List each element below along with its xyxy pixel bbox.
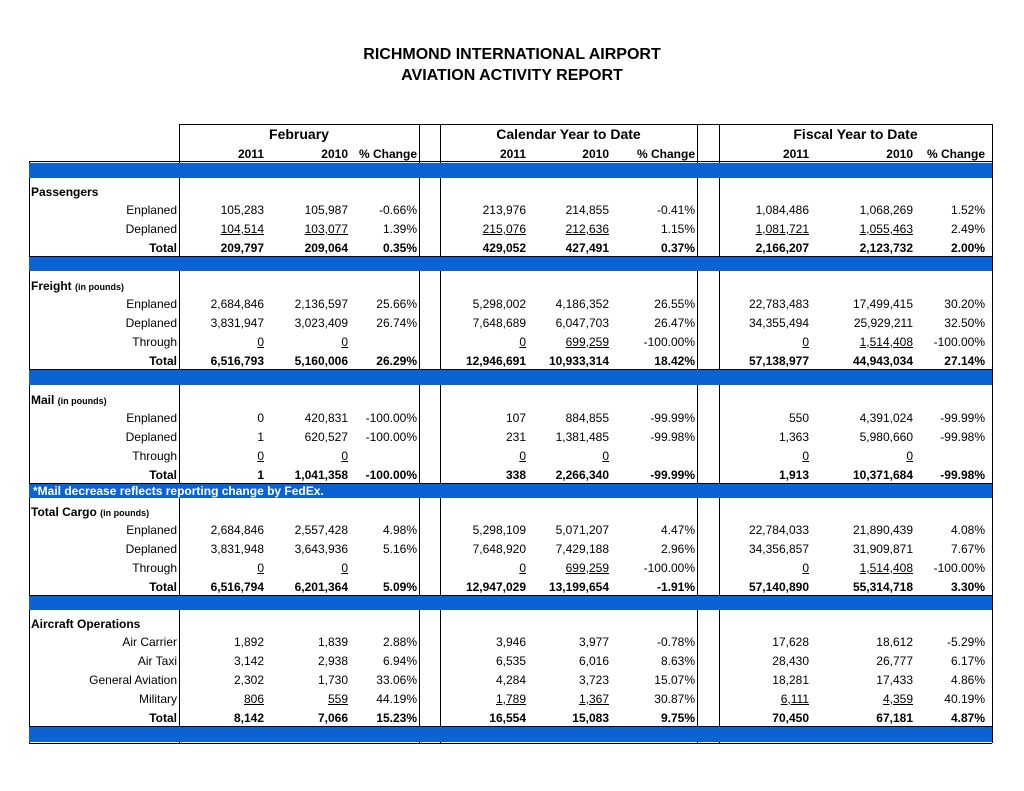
section-title: Freight (in pounds): [31, 279, 124, 293]
section-unit: (in pounds): [57, 396, 107, 406]
table-cell: 1,913: [778, 467, 809, 482]
table-cell: 6,516,794: [210, 579, 264, 594]
table-cell: 103,077: [304, 221, 348, 236]
table-cell: 15.23%: [376, 710, 417, 725]
table-cell: 70,450: [772, 710, 809, 725]
table-cell: 3,643,936: [294, 541, 348, 556]
row-label: Through: [132, 448, 177, 463]
table-cell: 0: [341, 448, 348, 463]
table-cell: 2.88%: [382, 635, 417, 649]
report-title: RICHMOND INTERNATIONAL AIRPORT: [363, 46, 661, 63]
table-cell: 6,111: [780, 691, 809, 706]
table-cell: -0.78%: [656, 635, 695, 649]
table-cell: 12,947,029: [465, 579, 526, 594]
table-cell: 17,499,415: [852, 297, 913, 311]
table-cell: 1,068,269: [859, 203, 913, 217]
table-cell: 0: [257, 448, 264, 463]
table-cell: 0.35%: [382, 240, 417, 255]
table-cell: 18,612: [876, 635, 913, 649]
table-cell: 9.75%: [660, 710, 695, 725]
report-subtitle: AVIATION ACTIVITY REPORT: [401, 67, 623, 84]
table-cell: 5,071,207: [555, 523, 609, 537]
row-label: Military: [139, 691, 177, 706]
table-cell: 12,946,691: [465, 353, 526, 368]
table-cell: -99.98%: [940, 467, 985, 482]
table-cell: 67,181: [876, 710, 913, 725]
total-row-rule: [29, 256, 992, 257]
table-cell: 2,302: [233, 672, 264, 687]
table-cell: 2,166,207: [755, 240, 809, 255]
table-cell: 3.30%: [950, 579, 985, 594]
table-cell: 3,831,947: [210, 315, 264, 330]
column-subheader: % Change: [358, 147, 417, 161]
row-label: Total: [149, 353, 177, 368]
table-cell: 31,909,871: [852, 541, 913, 556]
column-subheader: 2010: [886, 147, 913, 161]
table-column-rule: [992, 124, 993, 743]
blue-separator-band: [29, 595, 992, 610]
table-cell: 105,987: [304, 203, 348, 217]
table-cell: 6,016: [578, 653, 609, 668]
table-cell: 1,892: [233, 635, 264, 649]
table-cell: 28,430: [772, 653, 809, 668]
table-cell: 3,023,409: [294, 315, 348, 330]
blue-separator-band: [29, 370, 992, 385]
row-label: Total: [149, 467, 177, 482]
table-cell: 699,259: [565, 560, 609, 575]
table-cell: 5,298,002: [472, 297, 526, 311]
table-cell: 1.52%: [950, 203, 985, 217]
table-cell: -0.41%: [656, 203, 695, 217]
table-cell: 1,084,486: [755, 203, 809, 217]
total-row-rule: [29, 595, 992, 596]
table-cell: 1,041,358: [294, 467, 348, 482]
table-cell: 44,943,034: [852, 353, 913, 368]
table-cell: 0: [257, 560, 264, 575]
column-subheader: 2010: [582, 147, 609, 161]
table-cell: 7,648,920: [472, 541, 526, 556]
table-cell: 1,367: [578, 691, 609, 706]
table-cell: -100.00%: [365, 411, 417, 425]
table-cell: 5.16%: [382, 541, 417, 556]
table-cell: 2.96%: [660, 541, 695, 556]
table-cell: 15.07%: [654, 672, 695, 687]
column-subheader: % Change: [926, 147, 985, 161]
table-cell: 18,281: [772, 672, 809, 687]
table-cell: 6,516,793: [210, 353, 264, 368]
table-cell: 429,052: [482, 240, 526, 255]
table-cell: 25.66%: [376, 297, 417, 311]
table-cell: 212,636: [565, 221, 609, 236]
section-title: Aircraft Operations: [31, 617, 141, 631]
row-label: Enplaned: [126, 203, 177, 217]
table-cell: 0: [341, 560, 348, 575]
table-cell: 209,797: [220, 240, 264, 255]
table-cell: 1,514,408: [859, 334, 913, 349]
row-label: Through: [132, 334, 177, 349]
column-subheader: 2010: [321, 147, 348, 161]
column-subheader: 2011: [237, 147, 264, 161]
table-cell: -99.98%: [650, 429, 695, 444]
section-title: Mail (in pounds): [31, 393, 107, 407]
table-cell: 0: [906, 448, 913, 463]
row-label: Enplaned: [126, 523, 177, 537]
table-cell: 4.87%: [950, 710, 985, 725]
table-cell: 6.17%: [950, 653, 985, 668]
table-cell: 18.42%: [654, 353, 695, 368]
section-unit: (in pounds): [100, 508, 150, 518]
table-cell: 5,160,006: [294, 353, 348, 368]
table-cell: 231: [505, 429, 526, 444]
table-cell: 15,083: [572, 710, 609, 725]
table-bottom-border: [29, 743, 992, 744]
row-label: Deplaned: [125, 221, 177, 236]
table-cell: -5.29%: [946, 635, 985, 649]
table-cell: 338: [505, 467, 526, 482]
table-cell: 0.37%: [660, 240, 695, 255]
table-cell: 2,557,428: [294, 523, 348, 537]
table-cell: 34,356,857: [748, 541, 809, 556]
row-label: Deplaned: [125, 541, 177, 556]
table-cell: 215,076: [482, 221, 526, 236]
table-cell: -99.99%: [650, 411, 695, 425]
table-column-rule: [697, 124, 698, 743]
row-label: Enplaned: [126, 411, 177, 425]
table-cell: 10,371,684: [852, 467, 913, 482]
table-cell: 1,789: [495, 691, 526, 706]
table-cell: 2.00%: [950, 240, 985, 255]
table-cell: 3,723: [578, 672, 609, 687]
table-cell: -100.00%: [365, 467, 417, 482]
table-cell: 7,429,188: [555, 541, 609, 556]
table-cell: 107: [505, 411, 526, 425]
table-cell: 0: [341, 334, 348, 349]
table-cell: -99.99%: [940, 411, 985, 425]
table-cell: 8.63%: [660, 653, 695, 668]
table-cell: 0: [802, 448, 809, 463]
table-cell: 3,142: [233, 653, 264, 668]
table-cell: 1.39%: [382, 221, 417, 236]
table-cell: 3,831,948: [210, 541, 264, 556]
table-cell: 30.87%: [654, 691, 695, 706]
table-cell: 33.06%: [376, 672, 417, 687]
table-cell: 4.47%: [660, 523, 695, 537]
table-cell: -99.99%: [650, 467, 695, 482]
table-cell: 57,138,977: [748, 353, 809, 368]
row-label: Total: [149, 579, 177, 594]
table-cell: 4,284: [495, 672, 526, 687]
table-cell: 4,391,024: [859, 411, 913, 425]
header-bottom-rule: [29, 161, 992, 162]
table-cell: 57,140,890: [748, 579, 809, 594]
column-group-header: Fiscal Year to Date: [793, 126, 918, 142]
table-cell: 0: [519, 560, 526, 575]
table-cell: 0: [257, 411, 264, 425]
table-cell: 3,977: [578, 635, 609, 649]
table-cell: 5.09%: [382, 579, 417, 594]
section-title: Passengers: [31, 185, 99, 199]
table-cell: 5,298,109: [472, 523, 526, 537]
table-cell: 806: [243, 691, 264, 706]
table-cell: 1,839: [317, 635, 348, 649]
table-cell: 5,980,660: [859, 429, 913, 444]
table-cell: -100.00%: [933, 560, 985, 575]
table-cell: 1: [257, 467, 264, 482]
column-subheader: % Change: [636, 147, 695, 161]
row-label: General Aviation: [89, 672, 177, 687]
table-cell: 4.86%: [950, 672, 985, 687]
table-cell: 7.67%: [950, 541, 985, 556]
table-cell: 0: [519, 334, 526, 349]
table-cell: 2,266,340: [555, 467, 609, 482]
table-cell: 213,976: [482, 203, 526, 217]
table-cell: 8,142: [233, 710, 264, 725]
table-cell: 2,684,846: [210, 297, 264, 311]
table-cell: 1,055,463: [859, 221, 913, 236]
table-cell: 26.55%: [654, 297, 695, 311]
table-cell: 104,514: [220, 221, 264, 236]
table-cell: 30.20%: [944, 297, 985, 311]
table-cell: 32.50%: [944, 315, 985, 330]
table-cell: 699,259: [565, 334, 609, 349]
table-cell: 6,047,703: [555, 315, 609, 330]
table-cell: 2.49%: [950, 221, 985, 236]
table-cell: 1,363: [778, 429, 809, 444]
table-cell: 420,831: [304, 411, 348, 425]
row-label: Enplaned: [126, 297, 177, 311]
table-cell: 22,784,033: [748, 523, 809, 537]
table-cell: 0: [802, 334, 809, 349]
table-cell: 4.08%: [950, 523, 985, 537]
table-cell: 1: [257, 429, 264, 444]
table-cell: 7,066: [317, 710, 348, 725]
table-cell: 17,628: [772, 635, 809, 649]
row-label: Air Carrier: [122, 635, 177, 649]
column-subheader: 2011: [499, 147, 526, 161]
row-label: Total: [149, 710, 177, 725]
table-cell: 0: [257, 334, 264, 349]
table-cell: 2,938: [317, 653, 348, 668]
table-cell: 620,527: [304, 429, 348, 444]
table-cell: 10,933,314: [548, 353, 609, 368]
table-top-border: [179, 124, 992, 125]
table-cell: -100.00%: [643, 334, 695, 349]
section-title: Total Cargo (in pounds): [31, 505, 150, 519]
column-subheader: 2011: [782, 147, 809, 161]
table-cell: 0: [802, 560, 809, 575]
total-row-rule: [29, 369, 992, 370]
table-cell: -0.66%: [378, 203, 417, 217]
blue-separator-band: [29, 163, 992, 178]
table-cell: 22,783,483: [748, 297, 809, 311]
table-cell: 7,648,689: [472, 315, 526, 330]
mail-footnote: *Mail decrease reflects reporting change by FedEx.: [33, 484, 324, 498]
table-cell: 4,186,352: [555, 297, 609, 311]
row-label: Deplaned: [125, 429, 177, 444]
table-cell: 55,314,718: [852, 579, 913, 594]
blue-separator-band: [29, 727, 992, 742]
table-cell: 2,123,732: [859, 240, 913, 255]
table-cell: 4.98%: [382, 523, 417, 537]
table-cell: 21,890,439: [852, 523, 913, 537]
table-cell: 559: [327, 691, 348, 706]
table-cell: 27.14%: [944, 353, 985, 368]
table-cell: 0: [519, 448, 526, 463]
table-cell: 40.19%: [944, 691, 985, 706]
row-label: Deplaned: [125, 315, 177, 330]
table-cell: 13,199,654: [548, 579, 609, 594]
column-group-header: Calendar Year to Date: [496, 126, 641, 142]
column-group-header: February: [269, 126, 329, 142]
table-column-rule: [419, 124, 420, 743]
table-cell: 26.74%: [376, 315, 417, 330]
table-cell: 884,855: [565, 411, 609, 425]
table-cell: 550: [788, 411, 809, 425]
table-cell: 34,355,494: [748, 315, 809, 330]
row-label: Total: [149, 240, 177, 255]
table-cell: -99.98%: [940, 429, 985, 444]
table-cell: 1.15%: [660, 221, 695, 236]
table-cell: 2,684,846: [210, 523, 264, 537]
table-cell: 427,491: [565, 240, 609, 255]
table-cell: -100.00%: [365, 429, 417, 444]
table-cell: 25,929,211: [853, 315, 913, 330]
section-unit: (in pounds): [75, 282, 124, 292]
table-cell: 6,535: [495, 653, 526, 668]
table-cell: 26,777: [876, 653, 913, 668]
blue-separator-band: [29, 256, 992, 271]
table-cell: -100.00%: [933, 334, 985, 349]
table-cell: 44.19%: [376, 691, 417, 706]
table-cell: 6.94%: [382, 653, 417, 668]
table-cell: 17,433: [876, 672, 913, 687]
table-cell: 26.29%: [376, 353, 417, 368]
table-cell: 214,855: [565, 203, 609, 217]
table-cell: 1,514,408: [859, 560, 913, 575]
total-row-rule: [29, 726, 992, 727]
table-cell: 105,283: [220, 203, 264, 217]
table-cell: -100.00%: [643, 560, 695, 575]
table-cell: 2,136,597: [294, 297, 348, 311]
table-cell: -1.91%: [656, 579, 695, 594]
table-cell: 3,946: [495, 635, 526, 649]
table-cell: 16,554: [489, 710, 526, 725]
table-cell: 1,730: [317, 672, 348, 687]
table-cell: 1,081,721: [755, 221, 809, 236]
table-cell: 26.47%: [654, 315, 695, 330]
total-row-rule: [29, 483, 992, 484]
row-label: Air Taxi: [137, 653, 177, 668]
table-cell: 209,064: [304, 240, 348, 255]
table-cell: 1,381,485: [555, 429, 609, 444]
table-cell: 4,359: [882, 691, 913, 706]
table-cell: 0: [602, 448, 609, 463]
row-label: Through: [132, 560, 177, 575]
table-cell: 6,201,364: [294, 579, 348, 594]
